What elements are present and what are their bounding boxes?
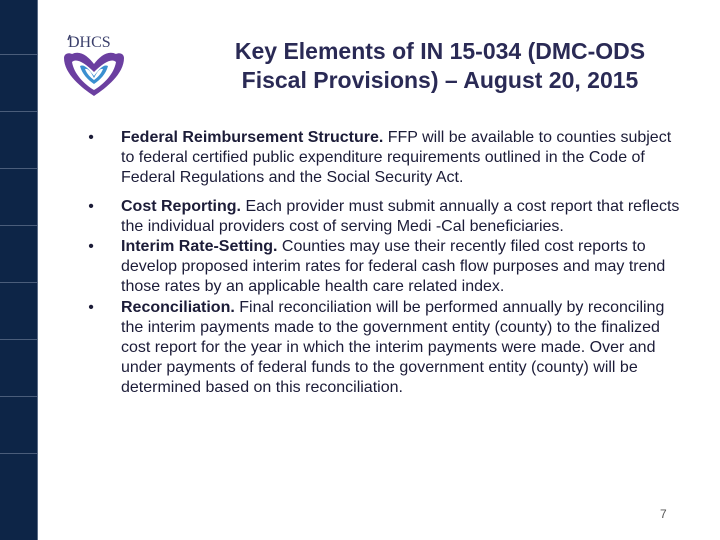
dhcs-logo-text: DHCS [68,34,111,51]
sidebar-divider [0,111,38,112]
sidebar-divider [0,396,38,397]
bullet-item [82,237,682,298]
bullet-item [82,298,682,399]
sidebar-divider [0,453,38,454]
slide-title-line-2: Fiscal Provisions) – August 20, 2015 [241,67,639,93]
bullet-body: Final reconciliation will be performed annually by reconciling the interim payments made to the government entity (county) to the finalized cost report for the year in which the interim payments were made. Over and under payments of federal funds to the government entity (county) will be determined based on this reconciliation. [121,298,665,397]
sidebar-divider [0,225,38,226]
bullet-heading: Federal Reimbursement Structure. [121,129,384,146]
bullet-icon: • [88,238,94,256]
bullet-heading: Interim Rate-Setting. [121,238,278,256]
left-sidebar-band [0,0,38,540]
bullet-heading: Cost Reporting. [121,197,241,215]
sidebar-divider [0,168,38,169]
bullet-list [82,128,682,399]
slide-title-line-1: Key Elements of IN 15-034 (DMC-ODS [234,38,646,64]
bullet-body: FFP will be available to counties subject to federal certified public expenditure requirements outlined in the Code of Federal Regulations and the Social Security Act. [121,129,672,187]
sidebar-edge [37,0,38,540]
sidebar-divider [0,339,38,340]
bullet-icon: • [88,298,94,316]
bullet-item [82,128,682,189]
bullet-item [82,197,682,237]
page-number: 7 [660,507,667,521]
bullet-body: Counties may use their recently filed cost reports to develop proposed interim rates for federal cash flow purposes and may trend those rates by an applicable health care related index. [121,238,666,296]
sidebar-divider [0,282,38,283]
bullet-icon: • [88,129,94,146]
bullet-body: Each provider must submit annually a cost report that reflects the individual providers cost of serving Medi -Cal beneficiaries. [121,197,680,235]
dhcs-logo [58,30,142,100]
sidebar-divider [0,54,38,55]
bullet-heading: Reconciliation. [121,298,235,316]
bullet-icon: • [88,197,94,215]
slide-title [170,37,710,95]
